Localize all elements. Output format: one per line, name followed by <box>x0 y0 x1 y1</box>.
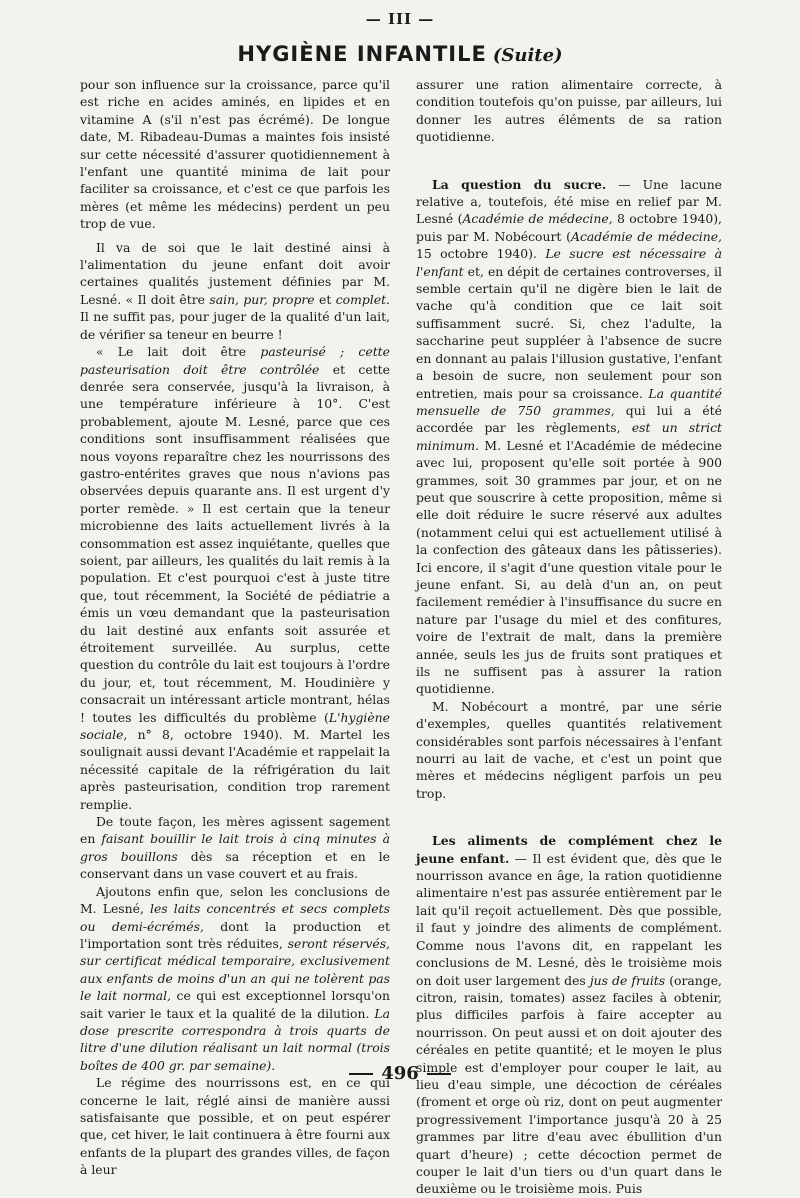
paragraph: Il va de soi que le lait destiné ainsi à l'alimentation du jeune enfant doit avoir certaines qualités justement définies par M. Lesné. « Il doit être sain, pur, propre et complet. Il ne suffit pas, pour juger de la qualité d'un lait, de vérifier sa teneur en beurre ! <box>80 239 390 342</box>
paragraph: M. Nobécourt a montré, par une série d'exemples, quelles quantités relativement considérables sont parfois nécessaires à l'enfant nourri au lait de vache, et c'est un point que mères et médecins négligent parfois un peu trop. <box>416 698 722 801</box>
title-text: HYGIÈNE INFANTILE <box>237 42 487 66</box>
title-suite: (Suite) <box>492 45 563 66</box>
top-folio: — III — <box>365 10 435 28</box>
paragraph: Ajoutons enfin que, selon les conclusions de M. Lesné, les laits concentrés et secs complets ou demi-écrémés, dont la production et l'importation sont très réduites, seront réservés, sur certificat médical temporaire, exclusivement aux enfants de moins d'un an qui ne tolèrent pas le lait normal, ce qui est exceptionnel lorsqu'on sait varier le taux et la qualité de la dilution. La dose prescrite correspondra à trois quarts de litre d'une dilution réalisant un lait normal (trois boîtes de 400 gr. par semaine). <box>80 883 390 1073</box>
page-number: 496 <box>0 1063 800 1084</box>
paragraph: « Le lait doit être pasteurisé ; cette pasteurisation doit être contrôlée et cette denrée sera conservée, jusqu'à la livraison, à une température inférieure à 10°. C'est probablement, ajoute M. Lesné, parce que ces conditions sont insuffisamment réalisées que nous voyons reparaître chez les nourrissons des gastro-entérites graves que nous n'avions pas observées depuis quarante ans. Il est urgent d'y porter remède. » Il est certain que la teneur microbienne des laits actuellement livrés à la consommation est assez inquiétante, quelles que soient, par ailleurs, les qualités du lait remis à la population. Et c'est pourquoi c'est à juste titre que, tout récemment, la Société de pédiatrie a émis un vœu demandant que la pasteurisation du lait destiné aux enfants soit assurée et étroitement surveillée. Au surplus, cette question du contrôle du lait est toujours à l'ordre du jour, et, tout récemment, M. Houdinière y consacrait un intéressant article montrant, hélas ! toutes les difficultés du problème (L'hygiène sociale, n° 8, octobre 1940). M. Martel les soulignait aussi devant l'Académie et rappelait la nécessité capitale de la réfrigération du lait après pasteurisation, condition trop rarement remplie. <box>80 344 390 812</box>
section-heading: Les aliments de complément chez le jeune enfant. <box>416 833 722 866</box>
section-sugar: La question du sucre. — Une lacune relative a, toutefois, été mise en relief par M. Lesné (Académie de médecine, 8 octobre 1940), puis par M. Nobécourt (Académie de médecine, 15 octobre 1940). Le sucre est nécessaire à l'enfant et, en dépit de certaines controverses, il semble certain qu'il ne digère bien le lait de vache qu'à condition que ce lait soit suffisamment sucré. Si, chez l'adulte, la saccharine peut suppléer à l'absence de sucre en donnant au palais l'illusion gustative, l'enfant a besoin de sucre, non seulement pour son entretien, mais pour sa croissance. La quantité mensuelle de 750 grammes, qui lui a été accordée par les règlements, est un strict minimum. M. Lesné et l'Académie de médecine avec lui, proposent qu'elle soit portée à 900 grammes, soit 30 grammes par jour, et on ne peut que souscrire à cette proposition, même si elle doit réduire le sucre réservé aux adultes (notamment celui qui est actuellement utilisé à la confection des gâteaux dans les pâtisseries). Ici encore, il s'agit d'une question vitale pour le jeune enfant. Si, au delà d'un an, on peut facilement remédier à l'insuffisance du sucre en nature par l'usage du miel et des confitures, voire de l'extrait de malt, dans la première année, seuls les jus de fruits sont pratiques et ils ne suffisent pas à assurer la ration quotidienne. <box>416 176 723 697</box>
paragraph: pour son influence sur la croissance, parce qu'il est riche en acides aminés, en lipides et en vitamine A (s'il n'est pas écrémé). De longue date, M. Ribadeau-Dumas a maintes fois insisté sur cette nécessité d'assurer quotidiennement à l'enfant une quantité minima de lait pour faciliter sa croissance, et c'est ce que parfois les mères (et même les médecins) perdent un peu trop de vue. <box>80 77 390 232</box>
paragraph: assurer une ration alimentaire correcte, à condition toutefois qu'on puisse, par ailleurs, lui donner les autres éléments de sa ration quotidienne. <box>416 77 722 145</box>
running-title <box>0 42 800 66</box>
dash-left <box>349 1073 373 1075</box>
paragraph: Le régime des nourrissons est, en ce qui concerne le lait, réglé ainsi de manière aussi satisfaisante que possible, et on peut espérer que, cet hiver, le lait continuera à être fourni aux enfants de la plupart des grandes villes, de façon à leur <box>80 1075 390 1178</box>
paragraph: De toute façon, les mères agissent sagement en faisant bouillir le lait trois à cinq minutes à gros bouillons dès sa réception et en le conservant dans un vase couvert et au frais. <box>80 814 391 882</box>
section-heading: La question du sucre. <box>432 176 607 192</box>
section-complement: Les aliments de complément chez le jeune enfant. — Il est évident que, dès que le nourrisson avance en âge, la ration quotidienne alimentaire n'est pas assurée entièrement par le lait qu'il reçoit actuellement. Dès que possible, il faut y joindre des aliments de complément. Comme nous l'avons dit, en rappelant les conclusions de M. Lesné, dès le troisième mois on doit user largement des jus de fruits (orange, citron, raisin, tomates) assez faciles à obtenir, plus difficiles parfois à faire accepter au nourrisson. On peut aussi et on doit ajouter des céréales en petite quantité; et le moyen le plus simple est d'employer pour couper le lait, au lieu d'eau simple, une décoction de céréales (froment et orge où riz, dont on peut augmenter progressivement l'importance jusqu'à 20 à 25 grammes par litre d'eau avec ébullition d'un quart d'heure) ; cette décoction permet de couper le lait d'un tiers ou d'un quart dans le deuxième ou le troisième mois. Puis <box>416 833 722 1197</box>
dash-right <box>427 1073 451 1075</box>
left-column <box>80 76 390 1179</box>
right-column <box>416 76 722 1198</box>
